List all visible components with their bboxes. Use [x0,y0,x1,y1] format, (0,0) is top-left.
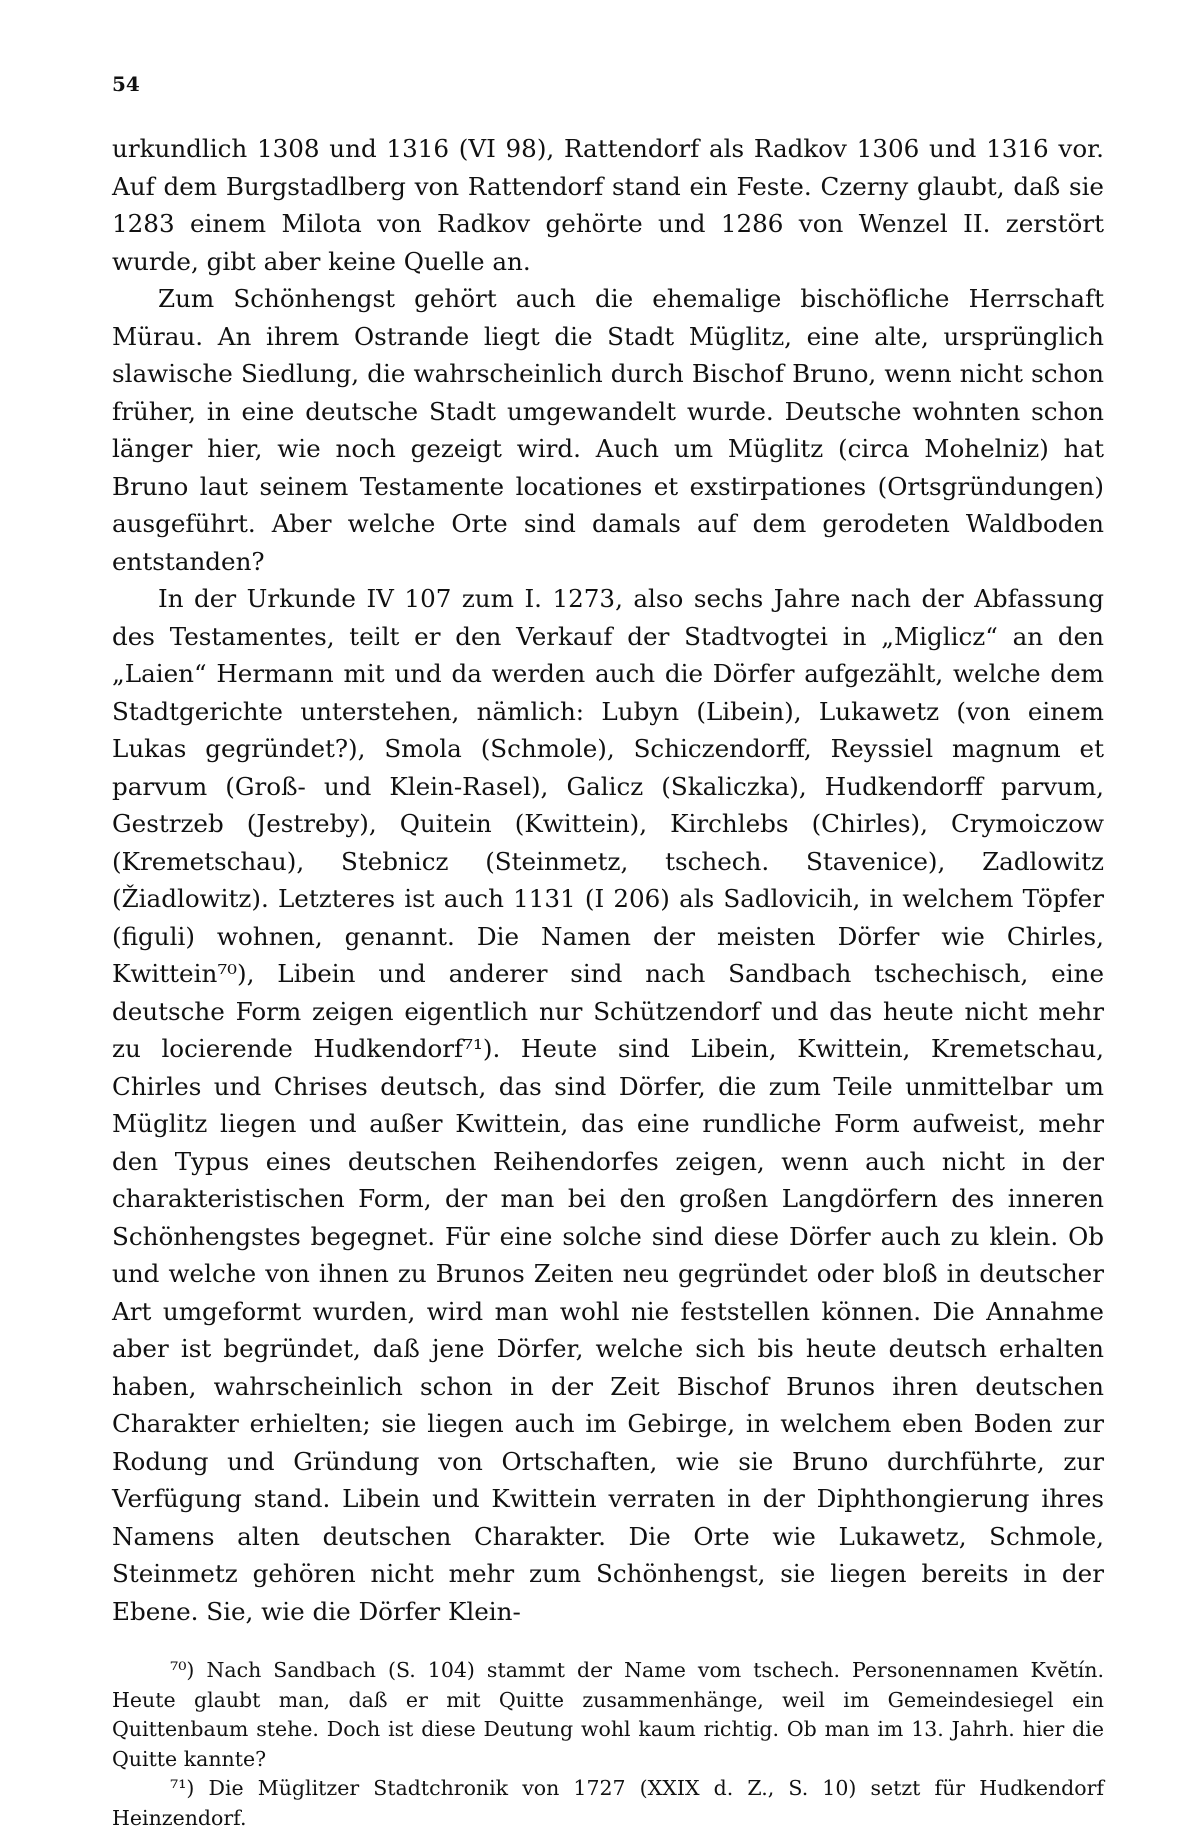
footnote-70: ⁷⁰) Nach Sandbach (S. 104) stammt der Name vom tschech. Personennamen Kvĕtín. Heute glaubt man, daß er mit Quitte zusammenhänge, weil im Gemeindesiegel ein Quittenbaum stehe. Doch ist diese Deutung wohl kaum richtig. Ob man im 13. Jahrh. hier die Quitte kannte? [112,1658,1104,1771]
paragraph-3: In der Urkunde IV 107 zum I. 1273, also sechs Jahre nach der Abfassung des Testamentes, teilt er den Verkauf der Stadtvogtei in „Miglicz“ an den „Laien“ Hermann mit und da werden auch die Dörfer aufgezählt, welche dem Stadtgerichte unterstehen, nämlich: Lubyn (Libein), Lukawetz (von einem Lukas gegründet?), Smola (Schmole), Schiczendorff, Reyssiel magnum et parvum (Groß- und Klein-Rasel), Galicz (Skaliczka), Hudkendorff parvum, Gestrzeb (Jestreby), Quitein (Kwittein), Kirchlebs (Chirles), Crymoiczow (Kremetschau), Stebnicz (Steinmetz, tschech. Stavenice), Zadlowitz (Žiadlowitz). Letzteres ist auch 1131 (I 206) als Sadlovicih, in welchem Töpfer (figuli) wohnen, genannt. Die Namen der meisten Dörfer wie Chirles, Kwittein⁷⁰), Libein und anderer sind nach Sandbach tschechisch, eine deutsche Form zeigen eigentlich nur Schützendorf und das heute nicht mehr zu locierende Hudkendorf⁷¹). Heute sind Libein, Kwittein, Kremetschau, Chirles und Chrises deutsch, das sind Dörfer, die zum Teile unmittelbar um Müglitz liegen und außer Kwittein, das eine rundliche Form aufweist, mehr den Typus eines deutschen Reihendorfes zeigen, wenn auch nicht in der charakteristischen Form, der man bei den großen Langdörfern des inneren Schönhengstes begegnet. Für eine solche sind diese Dörfer auch zu klein. Ob und welche von ihnen zu Brunos Zeiten neu gegründet oder bloß in deutscher Art umgeformt wurden, wird man wohl nie feststellen können. Die Annahme aber ist begründet, daß jene Dörfer, welche sich bis heute deutsch erhalten haben, wahrscheinlich schon in der Zeit Bischof Brunos ihren deutschen Charakter erhielten; sie liegen auch im Gebirge, in welchem eben Boden zur Rodung und Gründung von Ortschaften, wie sie Bruno durchführte, zur Verfügung stand. Libein und Kwittein verraten in der Diphthongierung ihres Namens alten deutschen Charakter. Die Orte wie Lukawetz, Schmole, Steinmetz gehören nicht mehr zum Schönhengst, sie liegen bereits in der Ebene. Sie, wie die Dörfer Klein- [112,584,1104,1626]
footnotes [112,1656,1104,1833]
paragraph-1: urkundlich 1308 und 1316 (VI 98), Rattendorf als Radkov 1306 und 1316 vor. Auf dem Burgstadlberg von Rattendorf stand ein Feste. Czerny glaubt, daß sie 1283 einem Milota von Radkov gehörte und 1286 von Wenzel II. zerstört wurde, gibt aber keine Quelle an. [112,134,1104,276]
body-text [112,130,1104,1630]
paragraph-2: Zum Schönhengst gehört auch die ehemalige bischöfliche Herrschaft Mürau. An ihrem Ostrande liegt die Stadt Müglitz, eine alte, ursprünglich slawische Siedlung, die wahrscheinlich durch Bischof Bruno, wenn nicht schon früher, in eine deutsche Stadt umgewandelt wurde. Deutsche wohnten schon länger hier, wie noch gezeigt wird. Auch um Müglitz (circa Mohelniz) hat Bruno laut seinem Testamente locationes et exstirpationes (Ortsgründungen) ausgeführt. Aber welche Orte sind damals auf dem gerodeten Waldboden entstanden? [112,284,1104,576]
page-number: 54 [112,72,140,96]
footnote-71: ⁷¹) Die Müglitzer Stadtchronik von 1727 (XXIX d. Z., S. 10) setzt für Hudkendorf Heinzendorf. [112,1776,1104,1830]
